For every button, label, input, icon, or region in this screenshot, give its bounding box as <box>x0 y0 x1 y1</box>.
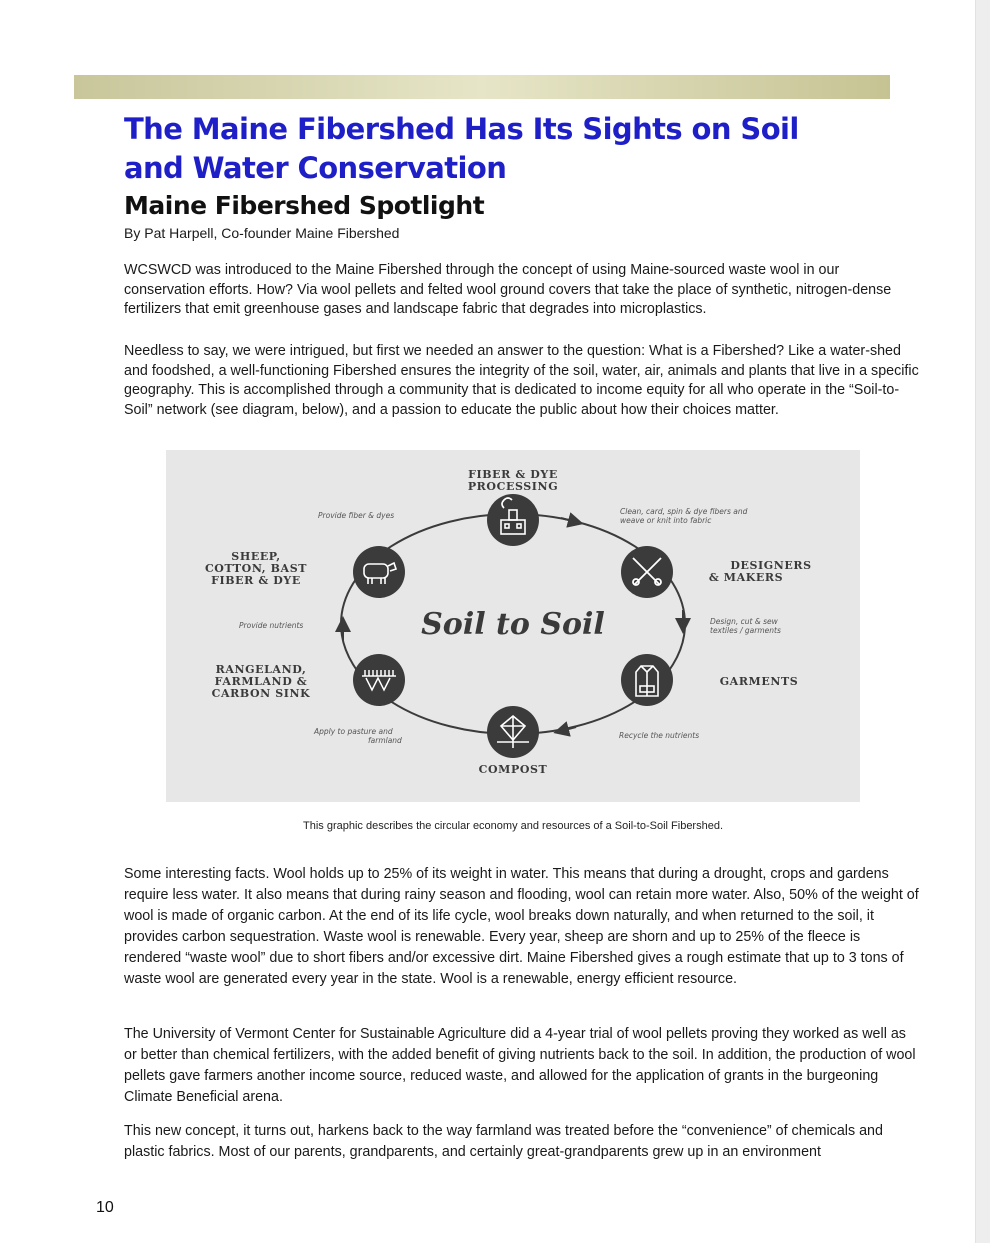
node-label-rangeland-1: RANGELAND, <box>215 663 307 676</box>
node-label-compost: COMPOST <box>478 763 548 776</box>
node-label-designers-1: DESIGNERS <box>730 559 812 572</box>
node-label-sheep-3: FIBER & DYE <box>211 574 301 587</box>
edge-label-provide-nutrients: Provide nutrients <box>239 621 304 630</box>
paragraph-fibershed: Needless to say, we were intrigued, but first we needed an answer to the question: What is a Fibershed? Like a water-shed and foodshed, a well-functioning Fibershed ensures the integrity of the soil, water, air, animals and plants that live in a specific geography. This is accomplished through a community that is dedicated to income equity for all who operate in the “Soil-to-Soil” network (see diagram, below), and a passion to educate the public about how their choices matter. <box>124 343 919 418</box>
edge-label-clean-card-1: Clean, card, spin & dye fibers and <box>620 507 748 516</box>
edge-label-design-cut-2: textiles / garments <box>710 626 781 635</box>
node-label-designers-2: & MAKERS <box>708 571 784 584</box>
node-label-rangeland-2: FARMLAND & <box>214 675 308 688</box>
node-label-rangeland-3: CARBON SINK <box>211 687 311 700</box>
figure-caption: This graphic describes the circular economy and resources of a Soil-to-Soil Fibershed. <box>302 820 724 832</box>
edge-label-design-cut-1: Design, cut & sew <box>710 617 778 626</box>
article-title: The Maine Fibershed Has Its Sights on Soil and Water Conservation <box>124 112 799 185</box>
paragraph-history: This new concept, it turns out, harkens back to the way farmland was treated before the “convenience” of chemicals and plastic fabrics. Most of our parents, grandparents, and certainly great-grandparents grew up in an environment <box>124 1123 883 1160</box>
edge-label-apply-2: farmland <box>368 736 402 745</box>
page-number: 10 <box>96 1199 114 1216</box>
node-sheep <box>353 546 405 598</box>
scrollbar-track[interactable] <box>975 0 990 1243</box>
paragraph-facts: Some interesting facts. Wool holds up to 25% of its weight in water. This means that during a drought, crops and gardens require less water. It also means that during rainy season and flooding, wool can retain more water. Also, 50% of the weight of wool is made of organic carbon. At the end of its life cycle, wool breaks down naturally, and when returned to the soil, it provides carbon sequestration. Waste wool is renewable. Every year, sheep are shorn and up to 25% of the fleece is rendered “waste wool” due to short fibers and/or excessive dirt. Maine Fibershed gives a rough estimate that up to 3 tons of waste wool are generated every year in the state. Wool is a renewable, energy efficient resource. <box>124 866 919 987</box>
diagram-center-title: Soil to Soil <box>421 607 605 642</box>
soil-to-soil-diagram <box>166 450 860 802</box>
edge-label-provide-fiber: Provide fiber & dyes <box>318 511 395 520</box>
node-label-fiber-1: FIBER & DYE <box>468 468 558 481</box>
paragraph-uvm-trial: The University of Vermont Center for Sustainable Agriculture did a 4-year trial of wool pellets proving they worked as well as or better than chemical fertilizers, with the added benefit of giving nutrients back to the soil. In addition, the production of wool pellets gave farmers another income source, reduced waste, and allowed for the application of grants in the burgeoning Climate Beneficial arena. <box>124 1026 916 1105</box>
node-label-fiber-2: PROCESSING <box>467 480 559 493</box>
header-band <box>74 75 890 99</box>
edge-label-clean-card-2: weave or knit into fabric <box>620 516 712 525</box>
edge-label-recycle: Recycle the nutrients <box>619 731 700 740</box>
byline: By Pat Harpell, Co-founder Maine Fibershed <box>124 225 400 241</box>
arrow-1 <box>561 518 576 522</box>
node-label-sheep-2: COTTON, BAST <box>204 562 308 575</box>
paragraph-intro: WCSWCD was introduced to the Maine Fibershed through the concept of using Maine-sourced waste wool in our conservation efforts. How? Via wool pellets and felted wool ground covers that take the place of synthetic, nitrogen-dense fertilizers that emit greenhouse gases and landscape fabric that degrades into microplastics. <box>124 262 892 318</box>
article-subtitle: Maine Fibershed Spotlight <box>124 191 485 220</box>
node-label-sheep-1: SHEEP, <box>231 550 281 563</box>
edge-label-apply-1: Apply to pasture and <box>314 727 393 736</box>
node-label-garments: GARMENTS <box>719 675 799 688</box>
